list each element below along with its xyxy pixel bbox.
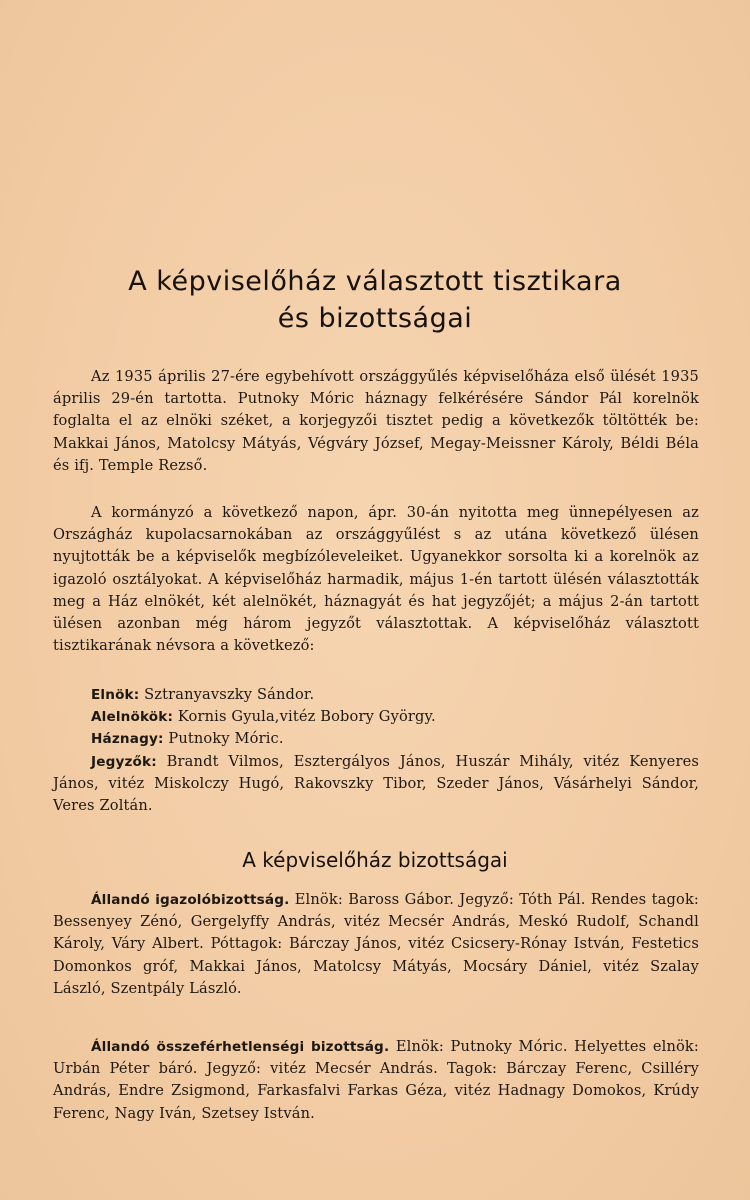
intro-paragraph-2: A kormányzó a következő napon, ápr. 30-án nyitotta meg ünnepélyesen az Országház kupolacsarnokában az országgyűlést s az utána következő ülésen nyujtották be a képviselők megbízóleveleiket. Ugyanekkor sorsolta ki a korelnök az igazoló osztályokat. A képviselőház harmadik, május 1-én tartott ülésén választották meg a Ház elnökét, két alelnökét, háznagyát és hat jegyzőjét; a május 2-án tartott ülésen azonban még három jegyzőt választottak. A képviselőház választott tisztikarának névsora a következő: [53,504,699,655]
committee-text: Elnök: Putnoky Móric. Helyettes elnök: Urbán Péter báró. Jegyző: vitéz Mecsér András. Tagok: Bárczay Ferenc, Csilléry András, Endre Zsigmond, Farkasfalvi Farkas Géza, vitéz Hadnagy Domokos, Krúdy Ferenc, Nagy Iván, Szetsey István. [53,1038,699,1122]
officer-label: Alelnökök: [91,709,174,726]
committee-name: Állandó összeférhetlenségi bizottság. [91,1039,390,1055]
committee-name: Állandó igazolóbizottság. [91,892,290,908]
officer-row-vice-presidents [53,706,699,728]
officers-list [53,684,699,817]
committees-heading: A képviselőház bizottságai [242,848,508,872]
page-title: A képviselőház választott tisztikara [128,266,622,297]
committee-text: Elnök: Baross Gábor. Jegyző: Tóth Pál. Rendes tagok: Bessenyey Zénó, Gergelyffy András, vitéz Mecsér András, Meskó Rudolf, Schandl Károly, Váry Albert. Póttagok: Bárczay János, vitéz Csicsery-Rónay István, Festetics Domonkos gróf, Makkai János, Matolcsy Mátyás, Mocsáry Dániel, vitéz Szalay László, Szentpály László. [53,891,699,997]
officer-value: Brandt Vilmos, Esztergályos János, Huszár Mihály, vitéz Kenyeres János, vitéz Miskolczy Hugó, Rakovszky Tibor, Szeder János, Vásárhelyi Sándor, Veres Zoltán. [53,752,699,815]
officer-row-steward [53,728,699,750]
page-title-line2: és bizottságai [277,303,473,334]
intro-paragraph-1: Az 1935 április 27-ére egybehívott országgyűlés képviselőháza első ülését 1935 április 29-én tartotta. Putnoky Móric háznagy felkérésére Sándor Pál korelnök foglalta el az elnöki széket, a korjegyzői tisztet pedig a következők töltötték be: Makkai János, Matolcsy Mátyás, Végváry József, Megay-Meissner Károly, Béldi Béla és ifj. Temple Rezső. [53,368,699,474]
committee-verification [53,889,699,1000]
officer-value: Putnoky Móric. [168,730,284,748]
officer-value: Kornis Gyula,vitéz Bobory György. [177,708,436,726]
officer-row-secretaries [53,751,699,818]
officer-value: Sztranyavszky Sándor. [144,686,315,703]
officer-row-president [53,684,699,706]
officer-label: Háznagy: [91,731,164,748]
officer-label: Elnök: [91,687,140,703]
committee-incompatibility [53,1036,699,1125]
officer-label: Jegyzők: [91,753,157,770]
